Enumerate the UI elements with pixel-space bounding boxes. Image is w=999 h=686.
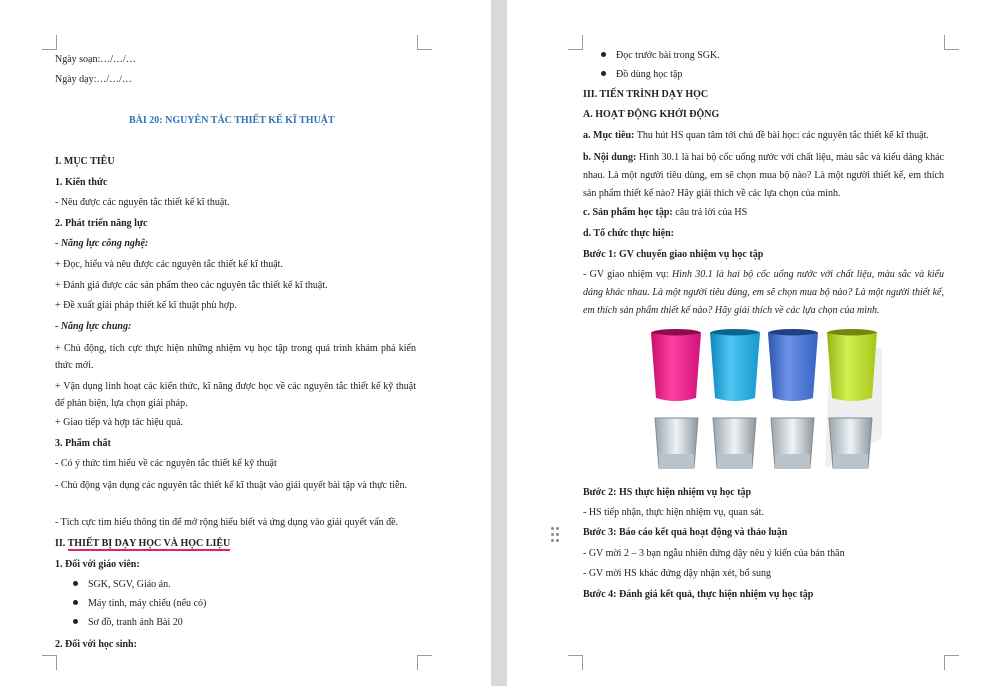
lesson-title: BÀI 20: NGUYÊN TẮC THIẾT KẾ KĨ THUẬT xyxy=(129,115,335,126)
list-item-text: Máy tính, máy chiếu (nếu có) xyxy=(88,598,207,609)
date-prepared: Ngày soạn:…/…/… xyxy=(55,54,136,65)
subsection-heading: 3. Phẩm chất xyxy=(55,438,111,449)
bullet-icon xyxy=(73,600,78,605)
paragraph-italic: Hình 30.1 là hai bộ cốc uống nước với chất liệu, màu sắc và kiểu dáng khác nhau. Là một người tiêu dùng, em sẽ chọn mua bộ nào? Là một người thiết kế, em thích sản phẩm thiết kế nào? Hãy giải thích về các lựa chọn của mình. xyxy=(583,269,945,316)
list-item xyxy=(73,597,206,610)
paragraph: - HS tiếp nhận, thực hiện nhiệm vụ, quan sát. xyxy=(583,507,764,518)
paragraph-text: Hình 30.1 là hai bộ cốc uống nước với chất liệu, màu sắc và kiểu dáng khác nhau. Là một người tiêu dùng, em sẽ chọn mua bộ nào? Là một người thiết kế, em thích sản phẩm thiết kế nào? Hãy giải thích về các lựa chọn của mình. xyxy=(583,152,944,199)
paragraph: + Đánh giá được các sản phẩm theo các nguyên tắc thiết kế kĩ thuật. xyxy=(55,280,328,291)
list-item xyxy=(73,616,183,629)
paragraph: + Đề xuất giải pháp thiết kế kĩ thuật phù hợp. xyxy=(55,300,237,311)
list-item-text: SGK, SGV, Giáo án. xyxy=(88,579,171,590)
paragraph: + Chủ động, tích cực thực hiện những nhiệm vụ học tập trong quá trình khám phá kiến thức mới. xyxy=(55,343,416,371)
bullet-icon xyxy=(73,619,78,624)
subsection-heading: 2. Đối với học sinh: xyxy=(55,639,137,650)
paragraph xyxy=(583,149,944,203)
step-heading: Bước 2: HS thực hiện nhiệm vụ học tập xyxy=(583,487,752,498)
subsection-heading: A. HOẠT ĐỘNG KHỞI ĐỘNG xyxy=(583,109,720,120)
paragraph: - Có ý thức tìm hiểu về các nguyên tắc thiết kế kỹ thuật xyxy=(55,458,277,469)
paragraph-text: câu trả lời của HS xyxy=(672,207,748,218)
bullet-icon xyxy=(601,52,606,57)
section-heading: III. TIẾN TRÌNH DẠY HỌC xyxy=(583,89,709,100)
bullet-icon xyxy=(601,71,606,76)
paragraph: - GV mời 2 – 3 bạn ngẫu nhiên đứng dậy nêu ý kiến của bản thân xyxy=(583,548,845,559)
section-heading: I. MỤC TIÊU xyxy=(55,156,115,167)
step-heading: Bước 3: Báo cáo kết quả hoạt động và thảo luận xyxy=(583,527,788,538)
step-heading: Bước 1: GV chuyển giao nhiệm vụ học tập xyxy=(583,249,764,260)
cups-image[interactable] xyxy=(650,328,882,474)
paragraph-label: d. Tổ chức thực hiện: xyxy=(583,228,674,239)
paragraph-label: b. Nội dung: xyxy=(583,152,637,163)
paragraph: - Tích cực tìm hiểu thông tin để mở rộng hiểu biết và ứng dụng vào giải quyết vấn đề. xyxy=(55,517,399,528)
list-item-text: Sơ đồ, tranh ảnh Bài 20 xyxy=(88,617,183,628)
paragraph: - Chủ động vận dụng các nguyên tắc thiết kế kĩ thuật vào giải quyết bài tập và thực tiễn. xyxy=(55,480,407,491)
paragraph xyxy=(583,206,747,219)
subsection-heading: 2. Phát triển năng lực xyxy=(55,218,148,229)
section-heading xyxy=(55,537,230,550)
paragraph: + Đọc, hiểu và nêu được các nguyên tắc thiết kế kĩ thuật. xyxy=(55,259,283,270)
paragraph-label: - Năng lực công nghệ: xyxy=(55,238,149,249)
crop-mark xyxy=(568,655,583,670)
date-taught: Ngày dạy:…/…/… xyxy=(55,74,132,85)
colored-cups xyxy=(651,329,877,401)
list-item-text: Đọc trước bài trong SGK. xyxy=(616,50,720,61)
paragraph xyxy=(583,266,944,320)
crop-mark xyxy=(944,655,959,670)
crop-mark xyxy=(417,35,432,50)
paragraph-label: a. Mục tiêu: xyxy=(583,130,635,141)
subsection-heading: 1. Đối với giáo viên: xyxy=(55,559,140,570)
list-item xyxy=(73,578,171,591)
page-left xyxy=(0,0,491,686)
paragraph xyxy=(583,129,929,142)
crop-mark xyxy=(42,655,57,670)
drag-handle-icon[interactable] xyxy=(551,527,560,543)
paragraph: + Giao tiếp và hợp tác hiệu quả. xyxy=(55,417,184,428)
bullet-icon xyxy=(73,581,78,586)
subsection-heading: 1. Kiến thức xyxy=(55,177,108,188)
paragraph-label: c. Sản phẩm học tập: xyxy=(583,207,673,218)
crop-mark xyxy=(944,35,959,50)
crop-mark xyxy=(568,35,583,50)
section-number: II. xyxy=(55,538,68,549)
paragraph: - Nêu được các nguyên tắc thiết kế kĩ thuật. xyxy=(55,197,230,208)
paragraph-label: - Năng lực chung: xyxy=(55,321,132,332)
paragraph: + Vận dụng linh hoạt các kiến thức, kĩ năng được học về các nguyên tắc thiết kế kỹ thuật để phản biện, lựa chọn giải pháp. xyxy=(55,381,416,409)
section-title-misspelled[interactable]: THIẾT BỊ DẠY HỌC VÀ HỌC LIỆU xyxy=(67,538,231,549)
paragraph-text: - GV giao nhiệm vụ: xyxy=(583,269,672,280)
crop-mark xyxy=(417,655,432,670)
list-item xyxy=(601,68,682,81)
list-item-text: Đồ dùng học tập xyxy=(616,69,683,80)
step-heading: Bước 4: Đánh giá kết quả, thực hiện nhiệm vụ học tập xyxy=(583,589,814,600)
glass-cups xyxy=(655,418,872,468)
paragraph-text: Thu hút HS quan tâm tới chủ đề bài học: các nguyên tắc thiết kế kĩ thuật. xyxy=(634,130,929,141)
crop-mark xyxy=(42,35,57,50)
list-item xyxy=(601,49,720,62)
paragraph: - GV mời HS khác đứng dậy nhận xét, bổ sung xyxy=(583,568,772,579)
